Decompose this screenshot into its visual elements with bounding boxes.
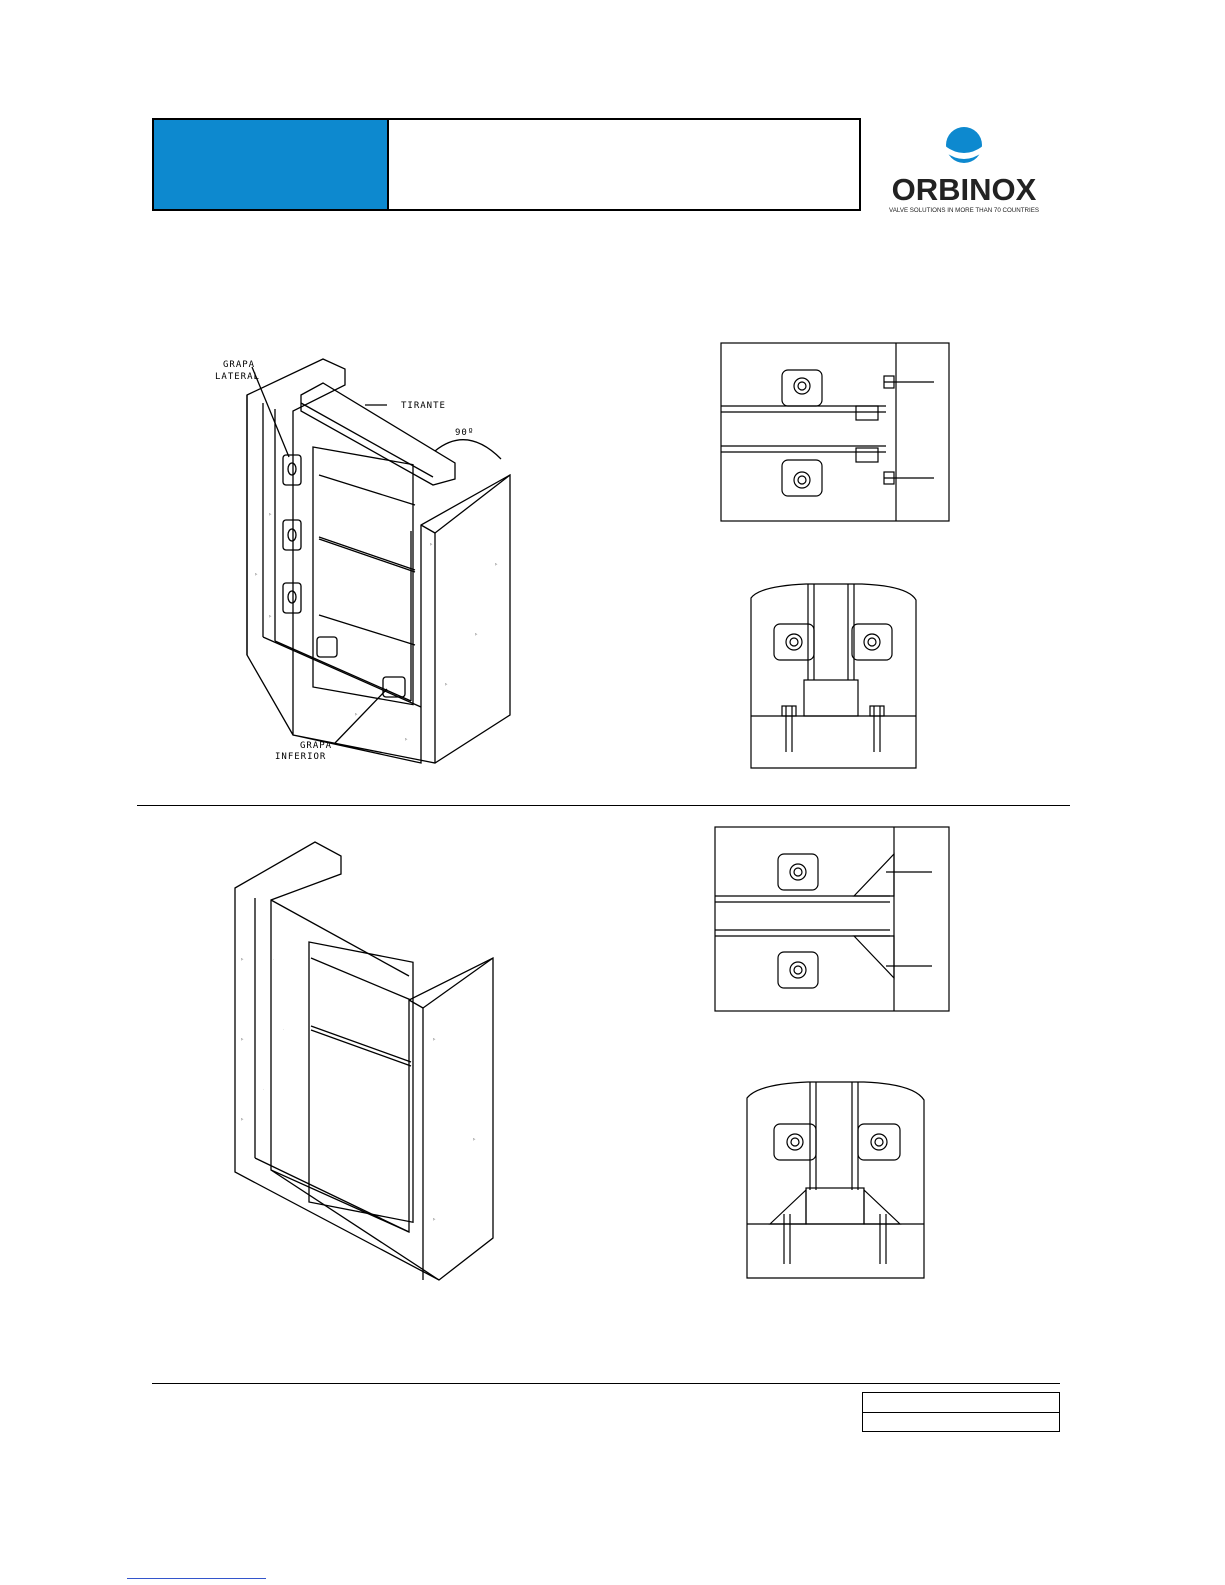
logo-brand: ORBINOX bbox=[891, 172, 1037, 207]
footer-rule bbox=[152, 1383, 1060, 1384]
svg-text:▷: ▷ bbox=[405, 737, 408, 741]
label-angle: 90º bbox=[455, 428, 475, 438]
label-grapa-lateral-1: GRAPA bbox=[223, 360, 256, 370]
svg-text:▷: ▷ bbox=[433, 1217, 436, 1221]
label-grapa-inferior-1: GRAPA bbox=[300, 741, 333, 751]
section-divider bbox=[137, 805, 1070, 806]
svg-text:▷: ▷ bbox=[269, 614, 272, 618]
svg-text:▷: ▷ bbox=[445, 682, 448, 686]
svg-text:▷: ▷ bbox=[241, 1037, 244, 1041]
svg-text:▷: ▷ bbox=[241, 957, 244, 961]
label-tirante: TIRANTE bbox=[401, 401, 446, 411]
label-grapa-lateral-2: LATERAL bbox=[215, 372, 260, 382]
svg-text:▷: ▷ bbox=[255, 572, 258, 576]
logo-mark-icon bbox=[945, 127, 983, 163]
header-blue-panel bbox=[154, 120, 389, 209]
svg-text:▷: ▷ bbox=[475, 632, 478, 636]
revision-box-divider bbox=[862, 1412, 1060, 1413]
isometric-gate-drawing-top bbox=[205, 355, 525, 770]
label-grapa-inferior-2: INFERIOR bbox=[275, 752, 327, 762]
detail-plan-top bbox=[720, 342, 952, 524]
page-link-underline[interactable] bbox=[127, 1578, 266, 1579]
detail-section-top bbox=[750, 582, 918, 772]
svg-text:·: · bbox=[283, 1027, 284, 1031]
orbinox-logo bbox=[885, 118, 1045, 218]
svg-text:▷: ▷ bbox=[473, 1137, 476, 1141]
svg-text:·: · bbox=[263, 1087, 264, 1091]
detail-section-bottom bbox=[746, 1080, 926, 1282]
svg-text:·: · bbox=[273, 957, 274, 961]
svg-text:▷: ▷ bbox=[269, 512, 272, 516]
svg-text:▷: ▷ bbox=[433, 1037, 436, 1041]
svg-text:▷: ▷ bbox=[495, 562, 498, 566]
logo-tagline: VALVE SOLUTIONS IN MORE THAN 70 COUNTRIES bbox=[889, 207, 1039, 214]
isometric-gate-drawing-bottom bbox=[233, 840, 528, 1285]
svg-text:▷: ▷ bbox=[355, 712, 358, 716]
svg-text:▷: ▷ bbox=[241, 1117, 244, 1121]
svg-text:▷: ▷ bbox=[430, 542, 433, 546]
detail-plan-bottom bbox=[714, 826, 952, 1014]
